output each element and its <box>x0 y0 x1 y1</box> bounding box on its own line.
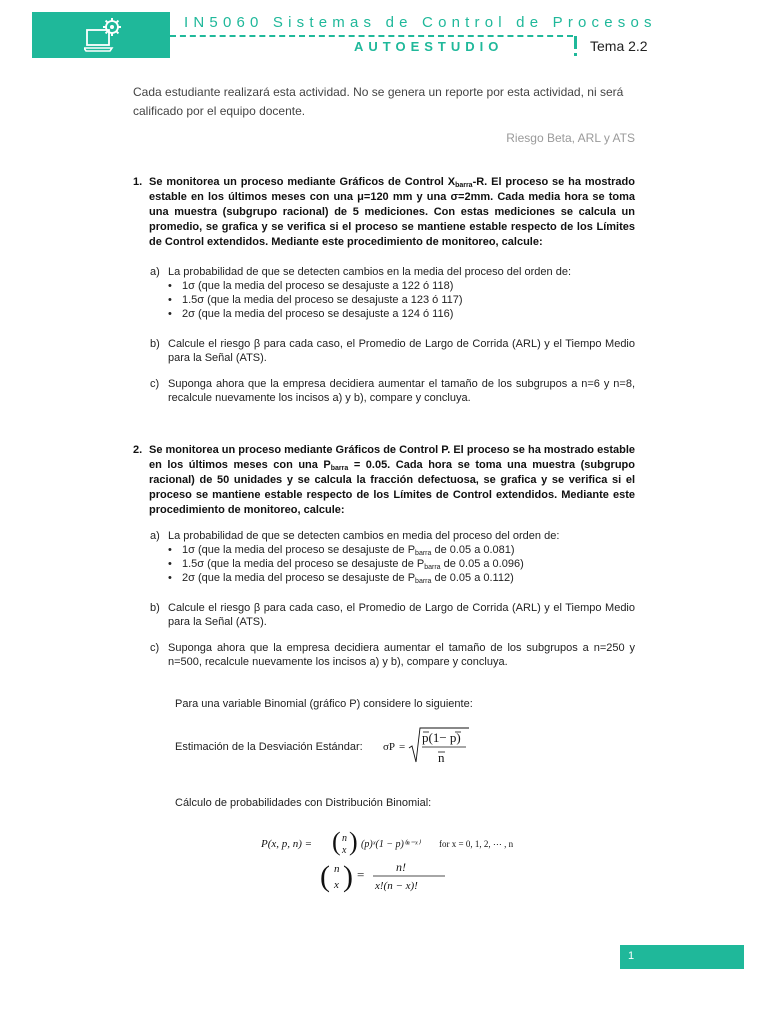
item-label: c) <box>150 378 160 390</box>
subscript: barra <box>455 182 473 189</box>
std-formula <box>383 724 473 768</box>
binom-bottom: x <box>342 845 347 856</box>
bullet-list <box>168 543 635 585</box>
intro-paragraph: Cada estudiante realizará esta actividad. No se genera un reporte por esta actividad, ni será calificado por el equipo docente. <box>133 85 624 118</box>
binomial-note: Para una variable Binomial (gráfico P) considere lo siguiente: <box>175 698 473 710</box>
std-denominator: n <box>438 750 445 765</box>
topic-title: Riesgo Beta, ARL y ATS <box>506 131 635 145</box>
item-a <box>150 265 635 279</box>
question-number: 2. <box>133 444 143 456</box>
paren-left: ( <box>332 827 341 856</box>
list-item: • 2σ (que la media del proceso se desajuste de $P_{barra}$ de 0.05 a 0.112) <box>168 571 635 585</box>
question-2-statement <box>133 443 635 518</box>
item-c <box>150 377 635 405</box>
std-numerator: p(1− p) <box>422 730 461 745</box>
binomial-formula <box>255 826 537 894</box>
item-text: Calcule el riesgo β para cada caso, el Promedio de Largo de Corrida (ARL) y el Tiempo Medio para la Señal (ATS). <box>168 602 635 628</box>
header-accent-mark <box>574 36 577 49</box>
item-text: Suponga ahora que la empresa decidiera aumentar el tamaño de los subgrupos a n=250 y n=500, recalcule nuevamente los incisos a) y b), compare y concluya. <box>168 642 635 668</box>
list-item: • 2σ (que la media del proceso se desajuste a 124 ó 116) <box>168 307 635 321</box>
item-label: a) <box>150 530 160 542</box>
item-label: b) <box>150 602 160 614</box>
header-accent-dot <box>574 53 577 56</box>
question-1 <box>133 175 635 405</box>
binom-top: n <box>342 833 347 844</box>
equals-sign: = <box>399 741 406 753</box>
item-b <box>150 601 635 629</box>
item-text: La probabilidad de que se detecten cambios en la media del proceso del orden de: <box>168 266 571 278</box>
formula-condition: for x = 0, 1, 2, ⋯ , n <box>439 839 514 849</box>
item-c <box>150 641 635 669</box>
page-number: 1 <box>628 950 635 962</box>
std-estimation-label: Estimación de la Desviación Estándar: <box>175 741 363 753</box>
list-item: • 1σ (que la media del proceso se desajuste a 122 ó 118) <box>168 279 635 293</box>
course-title: IN5060 Sistemas de Control de Procesos <box>184 14 657 31</box>
paren-right: ) <box>343 860 353 893</box>
statement-text: -R. El proceso se ha mostrado estable en los últimos meses con una μ=120 mm y una σ=2mm. Cada media hora se toma una muestra (subgrupo racional) de 5 mediciones. Con estas mediciones se calcula un promedio, se grafica y se verifica si el proceso se mantiene estable respecto de los Límites de Control extendidos. Mediante este procedimiento de monitoreo, calcule: <box>149 176 635 248</box>
item-label: b) <box>150 338 160 350</box>
header-dashed-divider <box>170 35 573 37</box>
item-text: Suponga ahora que la empresa decidiera aumentar el tamaño de los subgrupos a n=6 y n=8, recalcule nuevamente los incisos a) y b), compare y concluya. <box>168 378 635 404</box>
paren-right: ) <box>349 827 358 856</box>
statement-text: = 0.05. Cada hora se toma una muestra (subgrupo racional) de 50 unidades y se calcula la fracción defectuosa, se grafica y se verifica si el proceso se mantiene estable respecto de los Límites de Control extendidos. Mediante este procedimiento de monitoreo, calcule: <box>149 459 635 516</box>
list-item: • 1σ (que la media del proceso se desajuste de $P_{barra}$ de 0.05 a 0.081) <box>168 543 635 557</box>
fraction-numerator: n! <box>396 860 406 874</box>
probability-label: Cálculo de probabilidades con Distribución Binomial: <box>175 797 432 809</box>
list-item: • 1.5σ (que la media del proceso se desajuste de $P_{barra}$ de 0.05 a 0.096) <box>168 557 635 571</box>
binom-bottom: x <box>334 879 339 891</box>
subscript: barra <box>330 465 349 472</box>
laptop-gear-icon <box>84 16 124 54</box>
binom-top: n <box>334 863 340 875</box>
item-label: a) <box>150 266 160 278</box>
item-text: La probabilidad de que se detecten cambios en media del proceso del orden de: <box>168 530 560 542</box>
question-1-statement <box>133 175 635 250</box>
bullet-list <box>168 279 635 321</box>
equals-sign: = <box>357 867 365 882</box>
formula-lhs: P(x, p, n) = <box>261 838 313 850</box>
question-2 <box>133 443 635 669</box>
item-b <box>150 337 635 365</box>
page-number-box <box>620 945 744 969</box>
question-number: 1. <box>133 176 143 188</box>
statement-text: Se monitorea un proceso mediante Gráficos de Control X <box>149 176 456 188</box>
topic-number: Tema 2.2 <box>590 38 648 54</box>
statement-text: Se monitorea un proceso mediante Gráficos de Control P. El proceso se ha mostrado estable en los últimos meses con una P <box>149 444 635 471</box>
item-a <box>150 529 635 543</box>
item-label: c) <box>150 642 160 654</box>
sigma-symbol: σP <box>383 741 396 753</box>
item-text: Calcule el riesgo β para cada caso, el Promedio de Largo de Corrida (ARL) y el Tiempo Medio para la Señal (ATS). <box>168 338 635 364</box>
formula-rhs: (p)ˣ(1 − p)⁽ⁿ⁻ˣ⁾ <box>361 839 421 850</box>
fraction-denominator: x!(n − x)! <box>375 880 418 892</box>
list-item: • 1.5σ (que la media del proceso se desajuste a 123 ó 117) <box>168 293 635 307</box>
header-subtitle: AUTOESTUDIO <box>354 39 504 54</box>
paren-left: ( <box>320 860 330 893</box>
